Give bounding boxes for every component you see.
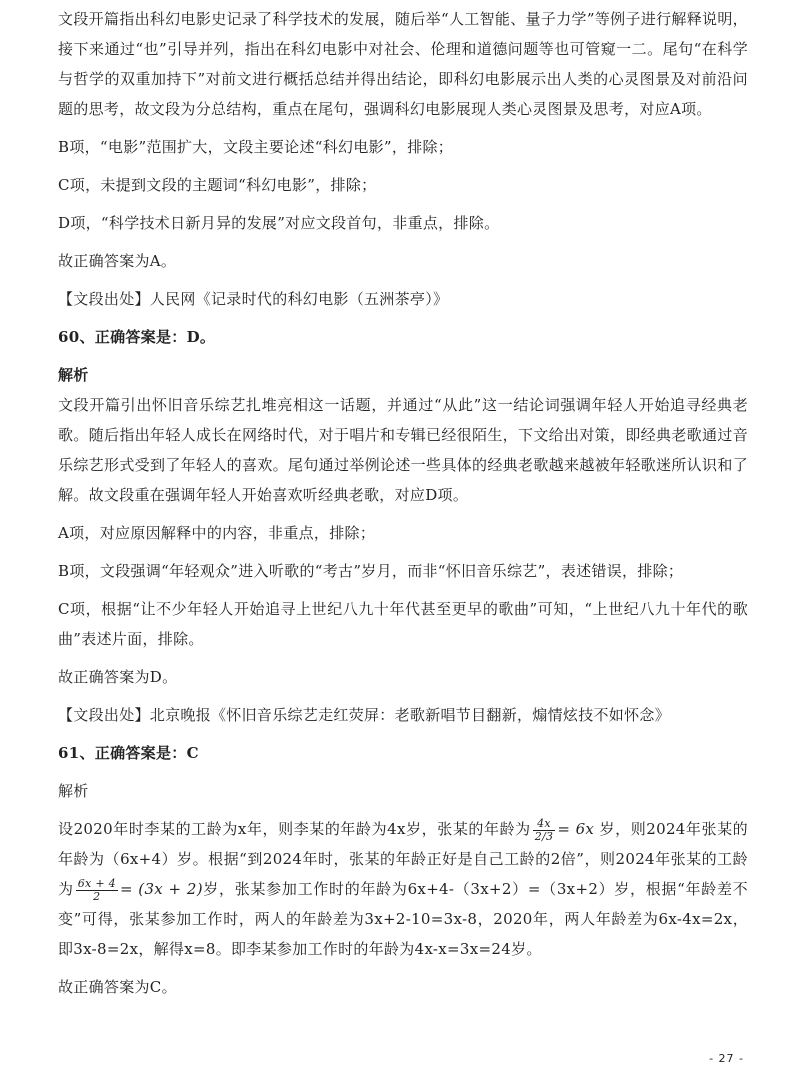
q61-conclusion: 故正确答案为C。 [58,978,177,996]
fraction-denominator: 2/3 [534,829,554,843]
q59-option-b: B项，“电影”范围扩大，文段主要论述“科幻电影”，排除； [58,138,454,156]
q60-option-c: C项，根据“让不少年轻人开始追寻上世纪八九十年代甚至更早的歌曲”可知，“上世纪八九十年代的歌曲”表述片面，排除。 [58,600,748,648]
fraction-4x-over-two-thirds [533,818,556,843]
page-number: - 27 - [709,1052,744,1065]
q60-conclusion: 故正确答案为D。 [58,668,178,686]
q59-analysis-paragraph: 文段开篇指出科幻电影史记录了科学技术的发展，随后举“人工智能、量子力学”等例子进行解释说明，接下来通过“也”引导并列，指出在科幻电影中对社会、伦理和道德问题等也可管窥一二。尾句“在科学与哲学的双重加持下”对前文进行概括总结并得出结论，即科幻电影展示出人类的心灵图景及对前沿问题的思考，故文段为分总结构，重点在尾句，强调科幻电影展现人类心灵图景及思考，对应A项。 [58,10,748,118]
q60-source: 【文段出处】北京晚报《怀旧音乐综艺走红荧屏：老歌新唱节目翻新，煽情炫技不如怀念》 [58,706,671,724]
q61-text-3: 张某的工龄为 [58,850,748,898]
q59-source: 【文段出处】人民网《记录时代的科幻电影（五洲茶亭）》 [58,290,449,308]
document-page [58,4,748,1002]
fraction-6x4-over-2 [76,878,118,903]
q60-heading: 60、正确答案是：D。 [58,328,216,346]
fraction-numerator: 6x + 4 [77,876,116,890]
q61-heading: 61、正确答案是：C [58,744,199,762]
q60-analysis-paragraph: 文段开篇引出怀旧音乐综艺扎堆亮相这一话题，并通过“从此”这一结论词强调年轻人开始追寻经典老歌。随后指出年轻人成长在网络时代，对于唱片和专辑已经很陌生，下文给出对策，即经典老歌通过音乐综艺形式受到了年轻人的喜欢。尾句通过举例论述一些具体的经典老歌越来越被年轻歌迷所认识和了解。故文段重在强调年轻人开始喜欢听经典老歌，对应D项。 [58,396,748,504]
q59-conclusion: 故正确答案为A。 [58,252,177,270]
q61-text-2: 岁，则2024年张某的年龄为（6x+4）岁。根据“到2024年时，张某的年龄正好是自己工龄的2倍”，则2024年 [58,820,748,868]
q60-option-a: A项，对应原因解释中的内容，非重点，排除； [58,524,376,542]
q61-text-4: 岁，张某参加工作时的年龄为6x+4-（3x+2）=（3x+2）岁，根据“年龄差不变”可得，张某参加工作时，两人的年龄差为3x+2-10=3x-8，2020年，两人年龄差为6x-4x=2x，即3x-8=2x，解得x=8。即李某参加工作时的年龄为4x-x=3x=24岁。 [58,880,748,958]
q61-text-1: 设2020年时李某的工龄为x年，则李某的年龄为4x岁，张某的年龄为 [58,820,531,838]
q60-option-b: B项，文段强调“年轻观众”进入听歌的“考古”岁月，而非“怀旧音乐综艺”，表述错误，排除； [58,562,684,580]
q59-option-d: D项，“科学技术日新月异的发展”对应文段首句，非重点，排除。 [58,214,500,232]
q59-option-c: C项，未提到文段的主题词“科幻电影”，排除； [58,176,377,194]
equation-equals-6x: = 6x [557,820,595,838]
q61-analysis-label: 解析 [58,782,89,800]
q60-analysis-label: 解析 [58,366,89,384]
fraction-denominator: 2 [93,889,101,903]
fraction-numerator: 4x [533,818,556,831]
equation-equals-3x2: = (3x + 2) [119,880,203,898]
q61-analysis-paragraph [58,814,748,964]
